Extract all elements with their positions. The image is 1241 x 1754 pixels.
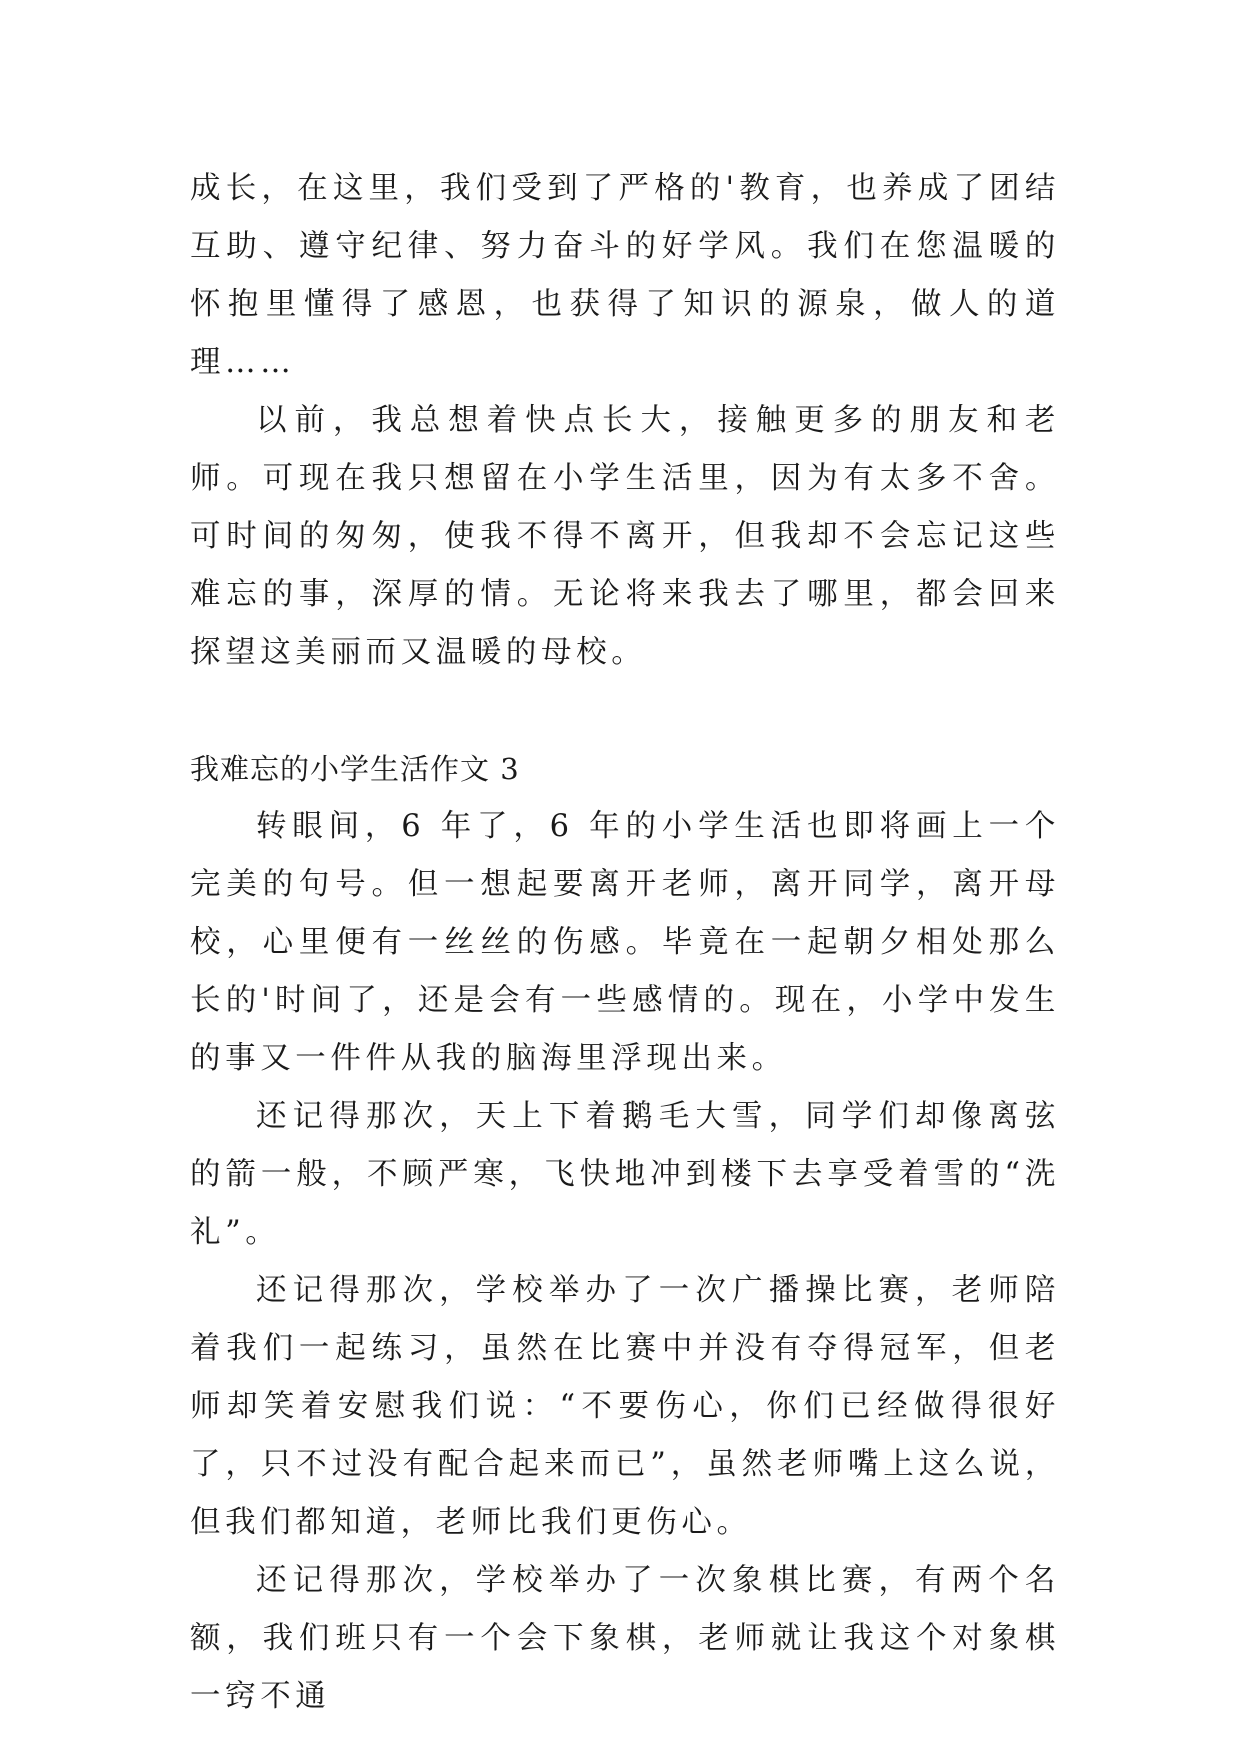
paragraph-six-years: 转眼间，6 年了，6 年的小学生活也即将画上一个完美的句号。但一想起要离开老师，离开同学，离开母校，心里便有一丝丝的伤感。毕竟在一起朝夕相处那么长的'时间了，还是会有一些感情的。现在，小学中发生的事又一件件从我的脑海里浮现出来。 — [190, 809, 1060, 1076]
paragraph-exercise-contest: 还记得那次，学校举办了一次广播操比赛，老师陪着我们一起练习，虽然在比赛中并没有夺得冠军，但老师却笑着安慰我们说：“不要伤心，你们已经做得很好了，只不过没有配合起来而已”，虽然老师嘴上这么说，但我们都知道，老师比我们更伤心。 — [190, 1273, 1060, 1540]
paragraph-chess-contest: 还记得那次，学校举办了一次象棋比赛，有两个名额，我们班只有一个会下象棋，老师就让我这个对象棋一窍不通 — [190, 1563, 1060, 1714]
paragraph-memories-farewell: 以前，我总想着快点长大，接触更多的朋友和老师。可现在我只想留在小学生活里，因为有太多不舍。可时间的匆匆，使我不得不离开，但我却不会忘记这些难忘的事，深厚的情。无论将来我去了哪里，都会回来探望这美丽而又温暖的母校。 — [190, 403, 1060, 670]
paragraph-continued: 成长，在这里，我们受到了严格的'教育，也养成了团结互助、遵守纪律、努力奋斗的好学风。我们在您温暖的怀抱里懂得了感恩，也获得了知识的源泉，做人的道理…… — [190, 171, 1060, 380]
paragraph-snow-day: 还记得那次，天上下着鹅毛大雪，同学们却像离弦的箭一般，不顾严寒，飞快地冲到楼下去享受着雪的“洗礼”。 — [190, 1099, 1060, 1250]
section-title: 我难忘的小学生活作文 3 — [190, 752, 520, 786]
document-body — [190, 160, 1060, 1726]
